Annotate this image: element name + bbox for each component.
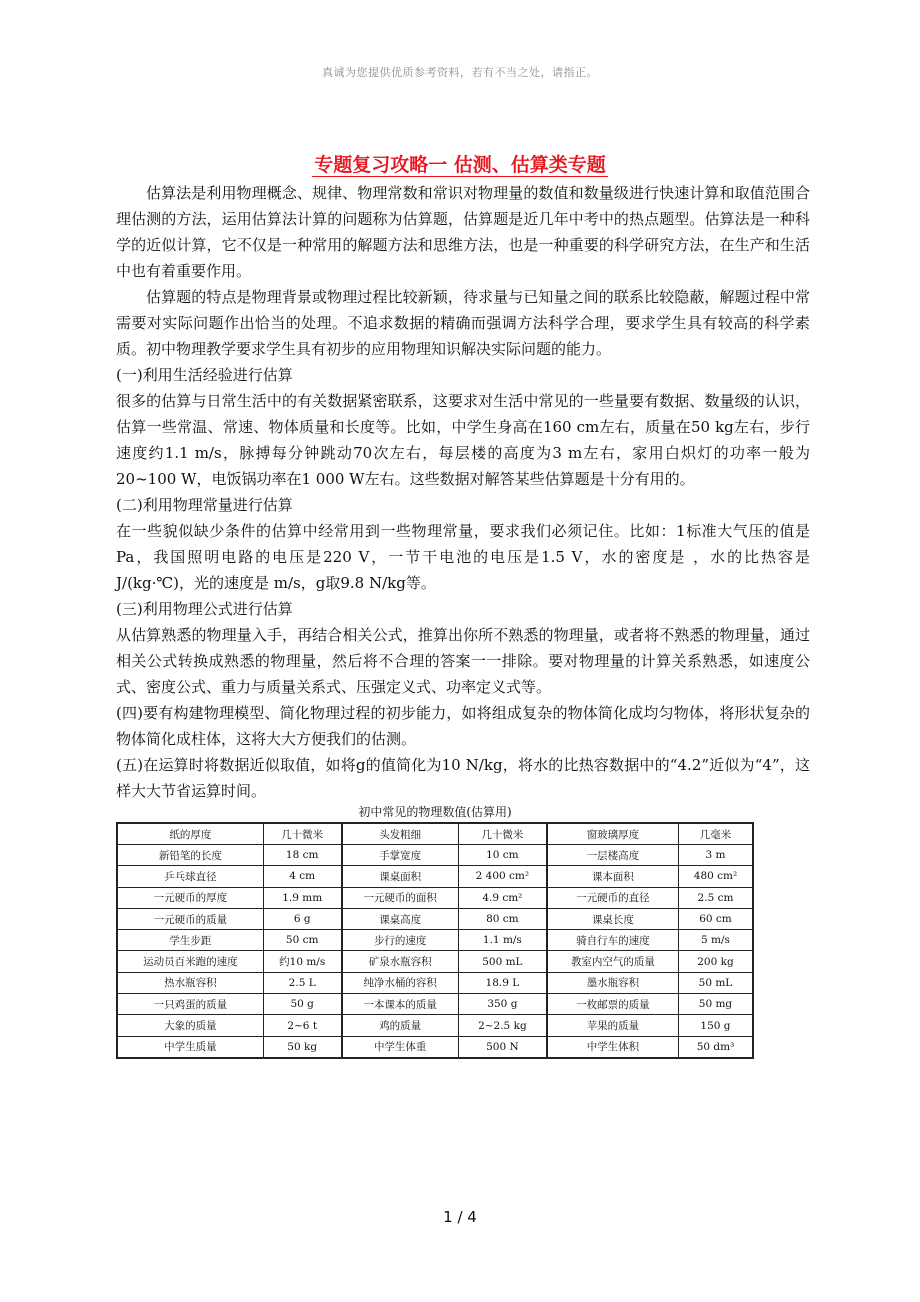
table-label-cell: 一元硬币的面积 (342, 887, 459, 908)
table-value-cell: 500 mL (458, 951, 547, 972)
table-value-cell: 150 g (678, 1015, 753, 1036)
table-label-cell: 一层楼高度 (547, 845, 679, 866)
table-value-cell: 80 cm (458, 908, 547, 929)
table-row (117, 823, 753, 845)
table-label-cell: 运动员百米跑的速度 (117, 951, 263, 972)
table-value-cell: 50 mg (678, 994, 753, 1015)
table-value-cell: 2.5 cm (678, 887, 753, 908)
table-value-cell: 3 m (678, 845, 753, 866)
table-value-cell: 10 cm (458, 845, 547, 866)
table-value-cell: 几毫米 (678, 823, 753, 845)
table-value-cell: 500 N (458, 1036, 547, 1058)
section-heading-1: (一)利用生活经验进行估算 (116, 366, 293, 384)
table-row (117, 845, 753, 866)
table-value-cell: 350 g (458, 994, 547, 1015)
table-label-cell: 纸的厚度 (117, 823, 263, 845)
table-label-cell: 乒乓球直径 (117, 866, 263, 887)
table-value-cell: 1.1 m/s (458, 930, 547, 951)
table-row (117, 1015, 753, 1036)
table-label-cell: 一本课本的质量 (342, 994, 459, 1015)
physics-values-table (116, 822, 754, 1059)
table-label-cell: 教室内空气的质量 (547, 951, 679, 972)
table-row (117, 1036, 753, 1058)
table-row (117, 930, 753, 951)
section-heading-3: (三)利用物理公式进行估算 (116, 600, 293, 618)
table-row (117, 866, 753, 887)
table-label-cell: 学生步距 (117, 930, 263, 951)
table-label-cell: 大象的质量 (117, 1015, 263, 1036)
paragraph-section-4: (四)要有构建物理模型、简化物理过程的初步能力，如将组成复杂的物体简化成均匀物体，将形状复杂的物体简化成柱体，这将大大方便我们的估测。 (116, 704, 810, 748)
table-value-cell: 几十微米 (458, 823, 547, 845)
table-value-cell: 50 cm (263, 930, 341, 951)
table-label-cell: 窗玻璃厚度 (547, 823, 679, 845)
table-value-cell: 5 m/s (678, 930, 753, 951)
table-label-cell: 步行的速度 (342, 930, 459, 951)
table-label-cell: 课桌长度 (547, 908, 679, 929)
table-value-cell: 50 kg (263, 1036, 341, 1058)
paragraph-section-1: 很多的估算与日常生活中的有关数据紧密联系，这要求对生活中常见的一些量要有数据、数量级的认识，估算一些常温、常速、物体质量和长度等。比如，中学生身高在160 cm左右，质量在50 kg左右，步行速度约1.1 m/s，脉搏每分钟跳动70次左右，每层楼的高度为3 m左右，家用白炽灯的功率一般为20~100 W，电饭锅功率在1 000 W左右。这些数据对解答某些估算题是十分有用的。 (116, 392, 810, 488)
table-row (117, 972, 753, 993)
paragraph-section-2: 在一些貌似缺少条件的估算中经常用到一些物理常量，要求我们必须记住。比如：1标准大气压的值是 Pa，我国照明电路的电压是220 V，一节干电池的电压是1.5 V，水的密度是 ，水的比热容是 J/(kg·℃)，光的速度是 m/s，g取9.8 N/kg等。 (116, 522, 810, 592)
table-value-cell: 2 400 cm² (458, 866, 547, 887)
table-label-cell: 课桌面积 (342, 866, 459, 887)
section-heading-2: (二)利用物理常量进行估算 (116, 496, 293, 514)
paragraph-features: 估算题的特点是物理背景或物理过程比较新颖，待求量与已知量之间的联系比较隐蔽，解题过程中常需要对实际问题作出恰当的处理。不追求数据的精确而强调方法科学合理，要求学生具有较高的科学素质。初中物理教学要求学生具有初步的应用物理知识解决实际问题的能力。 (116, 288, 810, 358)
table-row (117, 908, 753, 929)
table-value-cell: 4.9 cm² (458, 887, 547, 908)
paragraph-intro: 估算法是利用物理概念、规律、物理常数和常识对物理量的数值和数量级进行快速计算和取值范围合理估测的方法，运用估算法计算的问题称为估算题，估算题是近几年中考中的热点题型。估算法是一种科学的近似计算，它不仅是一种常用的解题方法和思维方法，也是一种重要的科学研究方法，在生产和生活中也有着重要作用。 (116, 184, 810, 280)
page-number: 1 / 4 (443, 1208, 477, 1226)
table-value-cell: 480 cm² (678, 866, 753, 887)
table-value-cell: 50 g (263, 994, 341, 1015)
table-label-cell: 热水瓶容积 (117, 972, 263, 993)
body-content (116, 180, 810, 804)
table-label-cell: 课本面积 (547, 866, 679, 887)
table-label-cell: 头发粗细 (342, 823, 459, 845)
table-caption: 初中常见的物理数值(估算用) (358, 805, 512, 819)
table-value-cell: 6 g (263, 908, 341, 929)
table-label-cell: 一元硬币的质量 (117, 908, 263, 929)
paragraph-section-3: 从估算熟悉的物理量入手，再结合相关公式，推算出你所不熟悉的物理量，或者将不熟悉的物理量，通过相关公式转换成熟悉的物理量，然后将不合理的答案一一排除。要对物理量的计算关系熟悉，如速度公式、密度公式、重力与质量关系式、压强定义式、功率定义式等。 (116, 626, 810, 696)
table-value-cell: 2~2.5 kg (458, 1015, 547, 1036)
table-row (117, 887, 753, 908)
table-value-cell: 50 dm³ (678, 1036, 753, 1058)
table-label-cell: 鸡的质量 (342, 1015, 459, 1036)
table-label-cell: 纯净水桶的容积 (342, 972, 459, 993)
table-row (117, 951, 753, 972)
table-label-cell: 矿泉水瓶容积 (342, 951, 459, 972)
table-value-cell: 约10 m/s (263, 951, 341, 972)
table-value-cell: 2~6 t (263, 1015, 341, 1036)
table-label-cell: 中学生质量 (117, 1036, 263, 1058)
table-value-cell: 几十微米 (263, 823, 341, 845)
table-value-cell: 50 mL (678, 972, 753, 993)
table-value-cell: 1.9 mm (263, 887, 341, 908)
title-text: 专题复习攻略一 估测、估算类专题 (314, 154, 606, 176)
table-value-cell: 200 kg (678, 951, 753, 972)
table-value-cell: 18.9 L (458, 972, 547, 993)
table-label-cell: 墨水瓶容积 (547, 972, 679, 993)
page-header: 真诚为您提供优质参考资料，若有不当之处，请指正。 (322, 66, 598, 79)
table-label-cell: 一元硬币的厚度 (117, 887, 263, 908)
table-label-cell: 课桌高度 (342, 908, 459, 929)
table-label-cell: 苹果的质量 (547, 1015, 679, 1036)
table-value-cell: 4 cm (263, 866, 341, 887)
table-label-cell: 中学生体积 (547, 1036, 679, 1058)
table-label-cell: 骑自行车的速度 (547, 930, 679, 951)
table-value-cell: 18 cm (263, 845, 341, 866)
table-label-cell: 一枚邮票的质量 (547, 994, 679, 1015)
paragraph-section-5: (五)在运算时将数据近似取值，如将g的值简化为10 N/kg，将水的比热容数据中的“4.2”近似为“4”，这样大大节省运算时间。 (116, 756, 810, 800)
table-value-cell: 60 cm (678, 908, 753, 929)
table-label-cell: 新铅笔的长度 (117, 845, 263, 866)
table-label-cell: 手掌宽度 (342, 845, 459, 866)
table-row (117, 994, 753, 1015)
table-label-cell: 中学生体重 (342, 1036, 459, 1058)
table-label-cell: 一只鸡蛋的质量 (117, 994, 263, 1015)
table-label-cell: 一元硬币的直径 (547, 887, 679, 908)
document-title (0, 150, 920, 177)
table-value-cell: 2.5 L (263, 972, 341, 993)
